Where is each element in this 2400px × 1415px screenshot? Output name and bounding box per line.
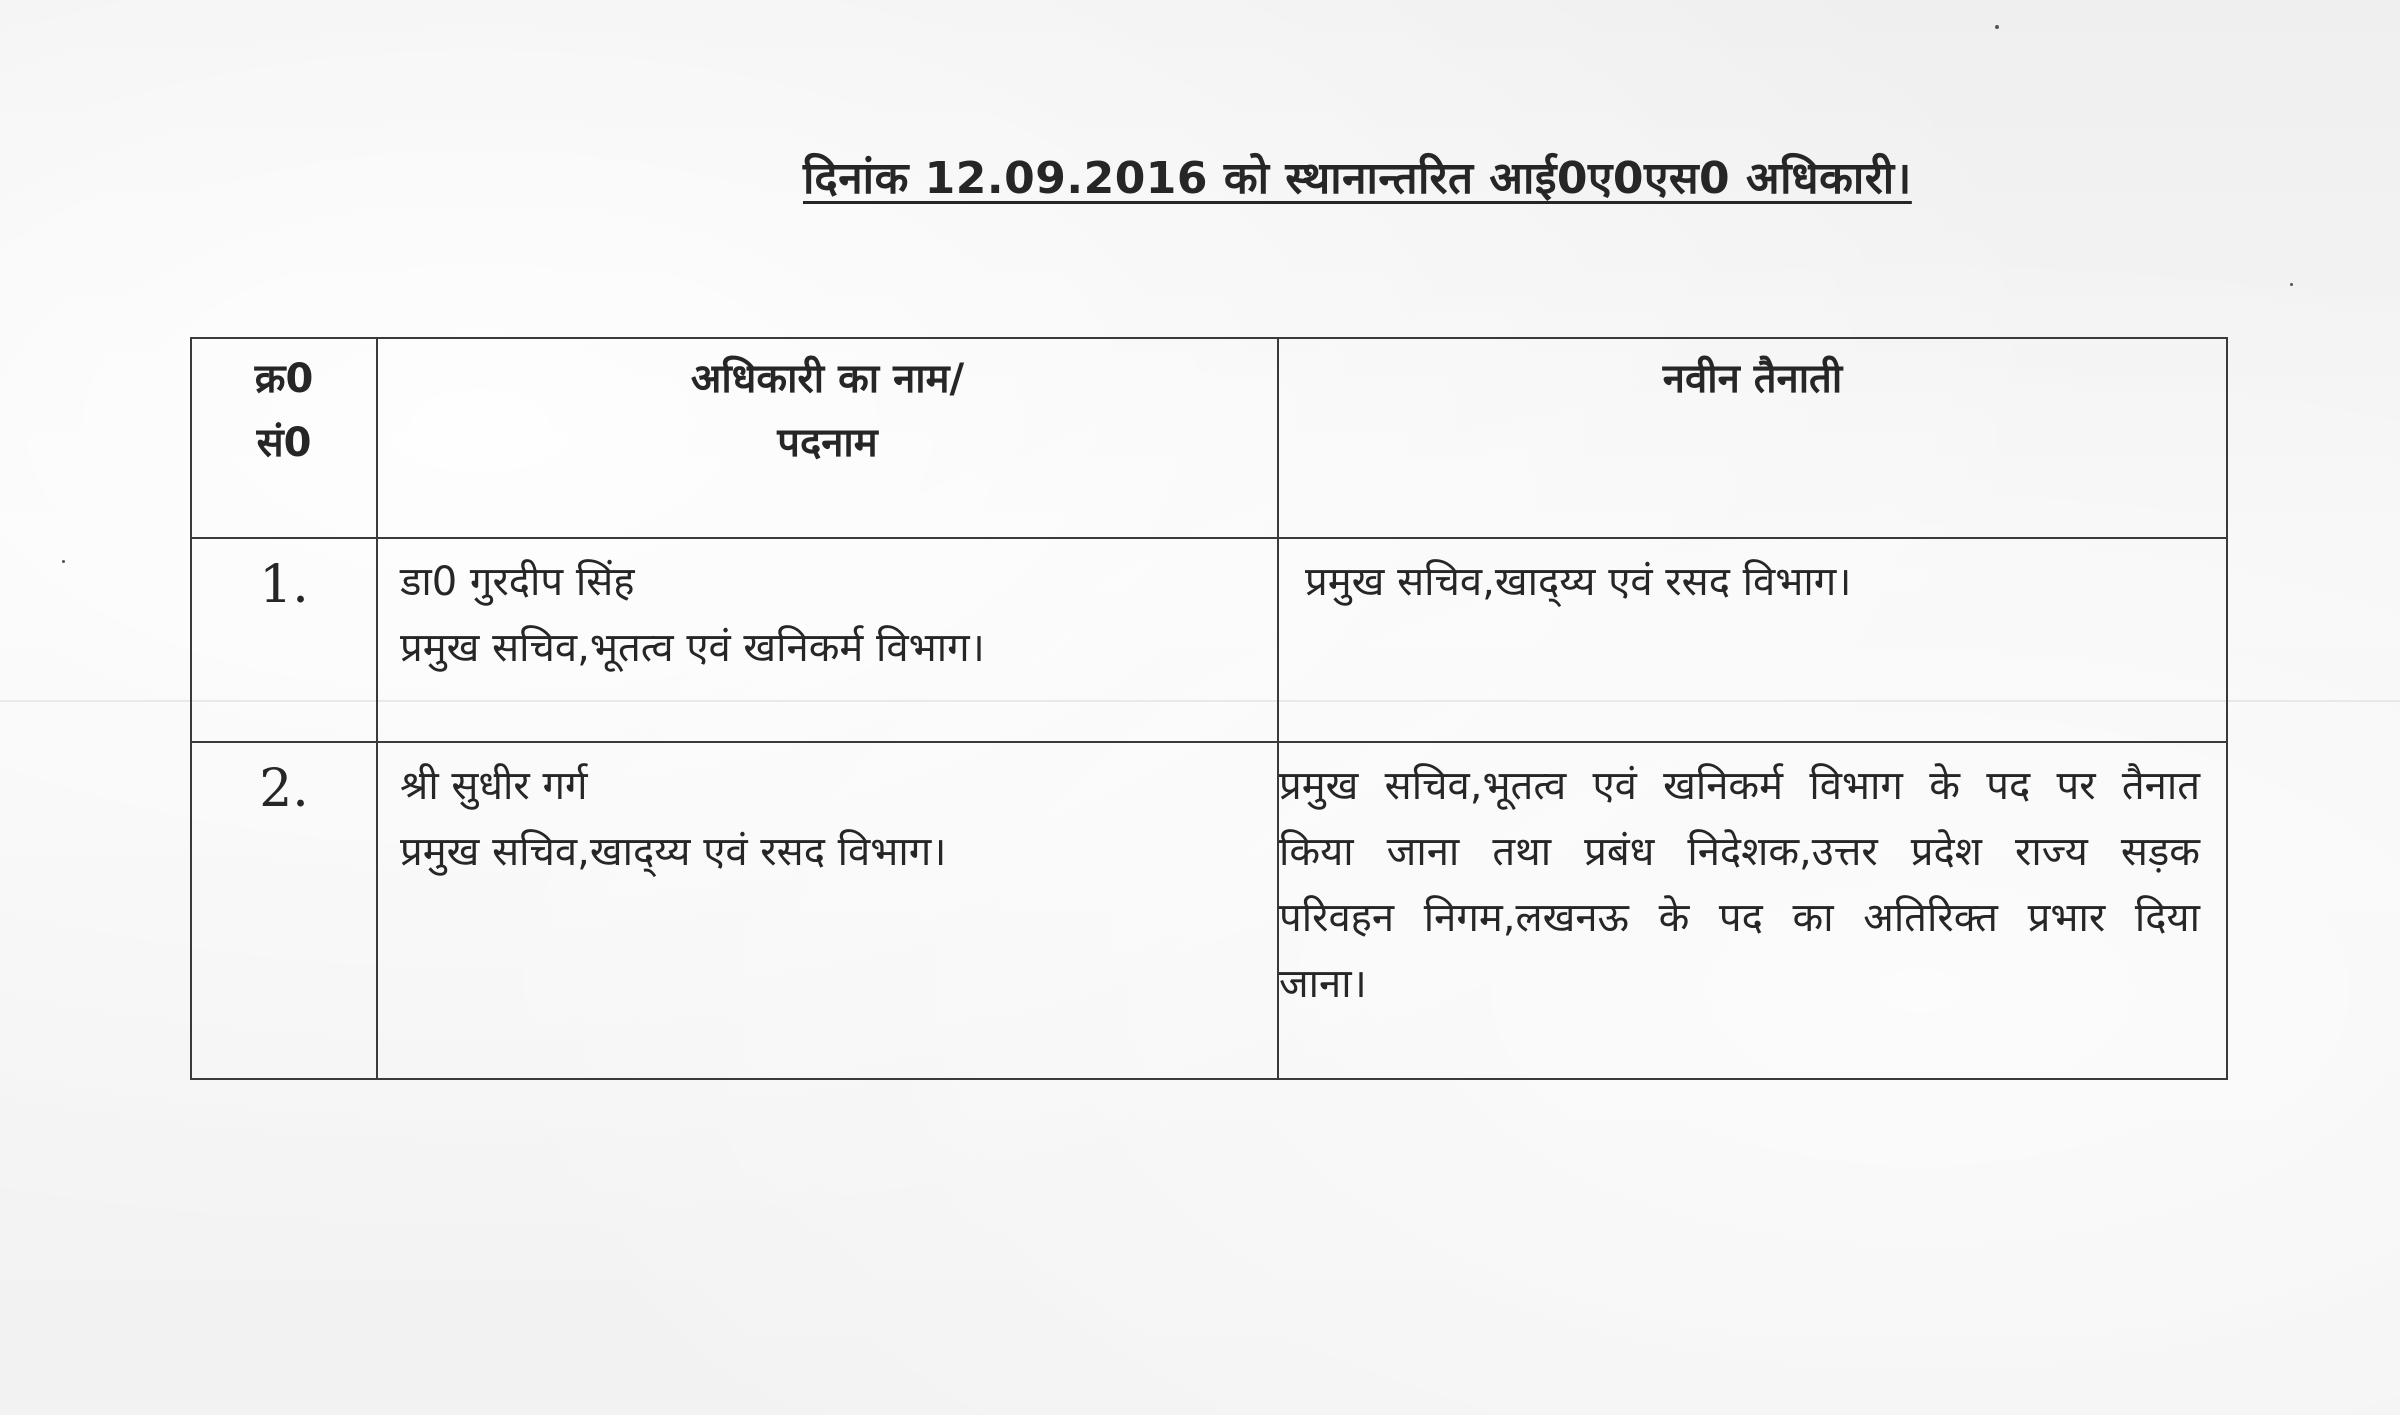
officer-name: श्री सुधीर गर्ग — [400, 763, 588, 809]
header-serial-number — [191, 338, 377, 538]
header-posting-label: नवीन तैनाती — [1662, 356, 1843, 402]
new-posting-text: प्रमुख सचिव,भूतत्व एवं खनिकर्म विभाग के पद पर तैनात किया जाना तथा प्रबंध निदेशक,उत्तर प्रदेश राज्य सड़क परिवहन निगम,लखनऊ के पद का अतिरिक्त प्रभार दिया जाना। — [1279, 763, 2200, 1007]
header-name-line1: अधिकारी का नाम/ — [690, 356, 965, 402]
officer-name: डा0 गुरदीप सिंह — [400, 559, 635, 605]
transfer-table — [190, 337, 2226, 1080]
serial-number-cell: 1. — [191, 538, 377, 742]
scan-speck — [1995, 25, 1999, 29]
header-serial-line2: सं0 — [256, 420, 312, 466]
officer-designation: प्रमुख सचिव,भूतत्व एवं खनिकर्म विभाग। — [400, 625, 985, 671]
document-title: दिनांक 12.09.2016 को स्थानान्तरित आई0ए0एस0 अधिकारी। — [803, 153, 1912, 204]
new-posting-cell — [1278, 742, 2227, 1079]
header-officer-name — [377, 338, 1278, 538]
officer-designation: प्रमुख सचिव,खाद्य्य एवं रसद विभाग। — [400, 829, 947, 875]
officer-cell — [377, 742, 1278, 1079]
officer-cell — [377, 538, 1278, 742]
header-serial-line1: क्र0 — [254, 356, 314, 402]
scan-speck — [62, 560, 65, 563]
new-posting-text: प्रमुख सचिव,खाद्य्य एवं रसद विभाग। — [1305, 559, 1852, 605]
new-posting-cell — [1278, 538, 2227, 742]
table-row — [191, 742, 2227, 1079]
table-row — [191, 538, 2227, 742]
header-new-posting — [1278, 338, 2227, 538]
serial-number-cell: 2. — [191, 742, 377, 1079]
scan-speck — [2290, 283, 2293, 286]
header-name-line2: पदनाम — [777, 420, 878, 466]
table-header-row — [191, 338, 2227, 538]
